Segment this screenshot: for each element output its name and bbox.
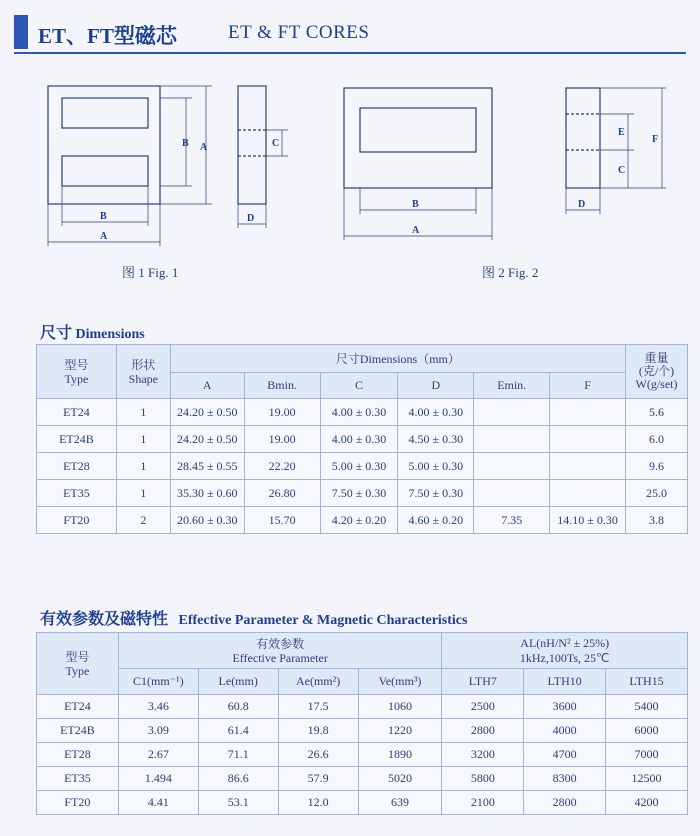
table-cell: 639 [358,791,442,815]
eff-subheader-row [37,669,688,695]
table-row [37,719,688,743]
table-cell: 5020 [358,767,442,791]
table-cell: 5.00 ± 0.30 [398,453,474,480]
fig1-label-b-horizontal: B [100,211,107,222]
table-cell: ET35 [37,480,117,507]
dimensions-table [36,344,688,534]
table-cell [550,399,626,426]
table-cell: ET28 [37,743,119,767]
page-title-en: ET & FT CORES [228,22,370,43]
dim-header-weight: 重量 (克/个) W(g/set) [625,345,687,399]
table-cell: 9.6 [625,453,687,480]
dim-col-header: Bmin. [244,373,320,399]
eff-col-header: Ae(mm²) [278,669,358,695]
table-cell: 5400 [606,695,688,719]
table-cell: 15.70 [244,507,320,534]
table-cell: 2 [116,507,170,534]
table-cell: 1890 [358,743,442,767]
table-cell [474,453,550,480]
eff-col-header: LTH7 [442,669,524,695]
dim-header-shape: 形状 Shape [116,345,170,399]
fig1-window-bottom [62,156,148,186]
table-cell: 3.8 [625,507,687,534]
table-cell [474,399,550,426]
table-row [37,695,688,719]
fig2-side-view [566,88,600,188]
table-cell: 61.4 [198,719,278,743]
table-cell: 6000 [606,719,688,743]
fig2-label-c: C [618,165,626,176]
fig2-window [360,108,476,152]
table-cell: 4000 [524,719,606,743]
table-row [37,480,688,507]
table-cell: 3.09 [118,719,198,743]
dimensions-title-en: Dimensions [75,327,145,342]
table-cell: 4.50 ± 0.30 [398,426,474,453]
table-cell: 1 [116,453,170,480]
table-cell: 19.00 [244,399,320,426]
dimensions-section-title [40,320,145,343]
table-cell: 12.0 [278,791,358,815]
dim-header-type: 型号 Type [37,345,117,399]
table-cell: 20.60 ± 0.30 [170,507,244,534]
page-header [0,12,700,52]
table-row [37,399,688,426]
table-cell: 12500 [606,767,688,791]
table-cell: 5.6 [625,399,687,426]
page-title-cn: ET、FT型磁芯 [38,24,177,48]
table-cell: 1220 [358,719,442,743]
figure-2-caption: 图 2 Fig. 2 [482,265,539,280]
fig1-label-b: B [182,138,189,149]
dim-col-header: A [170,373,244,399]
header-accent-bar [14,15,28,49]
table-cell: 4.00 ± 0.30 [398,399,474,426]
table-cell: 4700 [524,743,606,767]
table-cell: 19.8 [278,719,358,743]
dim-col-header: D [398,373,474,399]
effective-title-en: Effective Parameter & Magnetic Characteristics [178,613,468,628]
table-cell: 7.50 ± 0.30 [398,480,474,507]
table-cell: 2.67 [118,743,198,767]
table-cell: FT20 [37,507,117,534]
table-cell: 4.41 [118,791,198,815]
table-cell: 3600 [524,695,606,719]
fig1-window-top [62,98,148,128]
table-cell [550,480,626,507]
dim-col-header: F [550,373,626,399]
fig2-label-d: D [578,199,586,210]
table-row [37,791,688,815]
table-cell: 1 [116,399,170,426]
table-cell: 53.1 [198,791,278,815]
table-cell: 8300 [524,767,606,791]
table-cell: 60.8 [198,695,278,719]
fig1-label-c: C [272,138,280,149]
table-row [37,507,688,534]
table-cell: ET24 [37,399,117,426]
table-cell: 22.20 [244,453,320,480]
table-cell: 35.30 ± 0.60 [170,480,244,507]
header-rule [14,52,686,54]
table-cell [550,426,626,453]
table-cell: 57.9 [278,767,358,791]
fig2-label-f: F [652,134,659,145]
dim-header-group: 尺寸Dimensions（mm） [170,345,625,373]
eff-col-header: Ve(mm³) [358,669,442,695]
table-cell [474,480,550,507]
eff-col-header: C1(mm⁻¹) [118,669,198,695]
fig2-label-a: A [412,225,420,236]
table-row [37,453,688,480]
table-cell: 24.20 ± 0.50 [170,399,244,426]
eff-header-group2: AL(nH/N² ± 25%) 1kHz,100Ts, 25℃ [442,633,688,669]
table-cell: 2500 [442,695,524,719]
eff-col-header: LTH10 [524,669,606,695]
eff-col-header: Le(mm) [198,669,278,695]
dim-col-header: Emin. [474,373,550,399]
dimensions-title-cn: 尺寸 [40,325,73,342]
table-cell: 86.6 [198,767,278,791]
table-cell: 26.80 [244,480,320,507]
table-cell: 1.494 [118,767,198,791]
fig2-core-outline [344,88,492,188]
fig1-side-view [238,86,266,204]
table-cell: 7.50 ± 0.30 [320,480,398,507]
table-cell: 1 [116,426,170,453]
table-cell: 4200 [606,791,688,815]
table-cell: 14.10 ± 0.30 [550,507,626,534]
table-cell: FT20 [37,791,119,815]
effective-title-cn: 有效参数及磁特性 [40,611,169,628]
figure-1-caption: 图 1 Fig. 1 [122,265,179,280]
table-cell: 5800 [442,767,524,791]
table-cell: 28.45 ± 0.55 [170,453,244,480]
table-cell: 19.00 [244,426,320,453]
eff-header-type: 型号 Type [37,633,119,695]
table-cell: 71.1 [198,743,278,767]
table-cell: 25.0 [625,480,687,507]
table-cell: 7.35 [474,507,550,534]
fig1-label-a-vertical: A [200,142,208,153]
eff-col-header: LTH15 [606,669,688,695]
table-cell: ET24B [37,719,119,743]
figure-1-drawing [36,78,316,258]
table-cell: ET24 [37,695,119,719]
table-cell: 4.60 ± 0.20 [398,507,474,534]
effective-table [36,632,688,815]
effective-section-title [40,606,467,629]
table-cell: 6.0 [625,426,687,453]
table-cell: ET35 [37,767,119,791]
fig1-label-d: D [247,213,255,224]
table-cell: ET28 [37,453,117,480]
table-cell: 2100 [442,791,524,815]
table-cell: 17.5 [278,695,358,719]
fig2-label-e: E [618,127,625,138]
table-cell: 7000 [606,743,688,767]
fig1-label-a-horizontal: A [100,231,108,242]
table-cell: 4.20 ± 0.20 [320,507,398,534]
fig2-label-b: B [412,199,419,210]
table-row [37,767,688,791]
table-cell: 3200 [442,743,524,767]
figure-2-drawing [336,78,676,258]
dim-col-header: C [320,373,398,399]
table-cell: 1060 [358,695,442,719]
table-row [37,426,688,453]
table-cell: 5.00 ± 0.30 [320,453,398,480]
table-cell: 4.00 ± 0.30 [320,426,398,453]
table-cell: 3.46 [118,695,198,719]
table-cell: 1 [116,480,170,507]
table-cell: 24.20 ± 0.50 [170,426,244,453]
table-cell [474,426,550,453]
table-row [37,743,688,767]
eff-header-group1: 有效参数 Effective Parameter [118,633,442,669]
table-cell: ET24B [37,426,117,453]
table-cell: 2800 [442,719,524,743]
table-cell: 2800 [524,791,606,815]
table-cell: 26.6 [278,743,358,767]
table-cell: 4.00 ± 0.30 [320,399,398,426]
table-cell [550,453,626,480]
